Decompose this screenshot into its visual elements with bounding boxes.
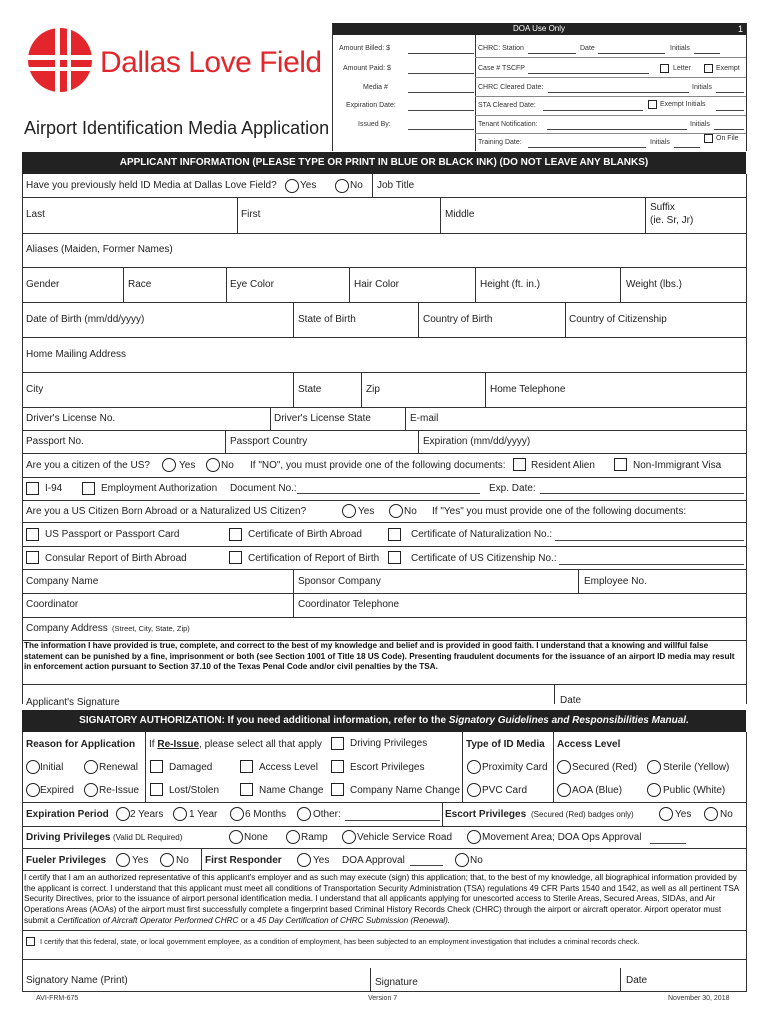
sta-cleared-label: STA Cleared Date: (478, 102, 536, 109)
home-address-label: Home Mailing Address (26, 349, 127, 360)
initial-radio[interactable] (26, 760, 40, 774)
exempt-checkbox[interactable] (704, 64, 713, 73)
sponsor-company-label: Sponsor Company (298, 576, 381, 587)
expiration-period-label: Expiration Period (26, 809, 109, 820)
access-level-option-label: Access Level (259, 762, 318, 773)
training-initials-label: Initials (650, 139, 670, 146)
signatory-date-label: Date (626, 975, 648, 986)
expired-radio[interactable] (26, 783, 40, 797)
federal-employee-statement: I certify that this federal, state, or local government employee, as a condition of employment, has been subjected to an employment investigation that includes a criminal records check. (40, 937, 640, 946)
company-name-change-checkbox[interactable] (331, 783, 344, 796)
chrc-initials-label: Initials (670, 45, 690, 52)
pvc-card-radio[interactable] (467, 783, 481, 797)
cert-report-birth-label: Certification of Report of Birth (248, 553, 380, 564)
secured-red-label: Secured (Red) (572, 762, 638, 773)
vehicle-service-road-radio[interactable] (342, 830, 356, 844)
exp-date-label: Exp. Date: (489, 483, 536, 494)
certification-or: or a (238, 915, 258, 925)
damaged-label: Damaged (169, 762, 213, 773)
access-level-label: Access Level (557, 739, 621, 750)
driving-ramp-radio[interactable] (286, 830, 300, 844)
tenant-initials-label: Initials (690, 121, 710, 128)
chrc-station-label: CHRC: Station (478, 45, 524, 52)
chrc-cleared-label: CHRC Cleared Date: (478, 84, 544, 91)
aoa-blue-label: AOA (Blue) (572, 785, 623, 796)
first-responder-yes-label: Yes (313, 855, 330, 866)
signatory-certification (24, 873, 746, 926)
passport-country-label: Passport Country (230, 436, 308, 447)
eye-color-label: Eye Color (230, 279, 274, 290)
six-months-label: 6 Months (245, 809, 287, 820)
middle-name-label: Middle (445, 209, 475, 220)
first-responder-yes-radio[interactable] (297, 853, 311, 867)
aliases-label: Aliases (Maiden, Former Names) (26, 244, 173, 255)
dl-number-label: Driver's License No. (26, 413, 116, 424)
fueler-no-label: No (176, 855, 189, 866)
movement-area-label: Movement Area; DOA Ops Approval (482, 832, 642, 843)
name-change-label: Name Change (259, 785, 324, 796)
initial-label: Initial (40, 762, 64, 773)
job-title-label: Job Title (377, 180, 415, 191)
sterile-yellow-label: Sterile (Yellow) (663, 762, 730, 773)
us-passport-label: US Passport or Passport Card (45, 529, 180, 540)
certification-form-2: 45 Day Certification of CHRC Submission (Renewal). (257, 915, 451, 925)
cert-naturalization-label: Certificate of Naturalization No.: (411, 529, 553, 540)
type-of-id-media-label: Type of ID Media (466, 739, 545, 750)
first-responder-label: First Responder (205, 855, 282, 866)
driving-none-radio[interactable] (229, 830, 243, 844)
sta-exempt-initials-label: Exempt Initials (660, 101, 706, 108)
fueler-no-radio[interactable] (160, 853, 174, 867)
weight-label: Weight (lbs.) (626, 279, 682, 290)
escort-privileges-checkbox[interactable] (331, 760, 344, 773)
cert-birth-abroad-checkbox[interactable] (229, 528, 242, 541)
form-date: November 30, 2018 (668, 995, 730, 1002)
born-abroad-question: Are you a US Citizen Born Abroad or a Naturalized US Citizen? (26, 506, 307, 517)
us-citizen-no-label: No (221, 460, 234, 471)
amount-paid-label: Amount Paid: $ (343, 65, 391, 72)
employee-no-label: Employee No. (584, 576, 647, 587)
country-of-citizenship-label: Country of Citizenship (569, 314, 667, 325)
doa-approval-label: DOA Approval (342, 855, 405, 866)
reason-for-application-label: Reason for Application (26, 739, 136, 750)
company-address-label: Company Address (26, 623, 108, 634)
reissue-label: Re-Issue (99, 785, 140, 796)
movement-area-radio[interactable] (467, 830, 481, 844)
name-change-checkbox[interactable] (240, 783, 253, 796)
proximity-card-label: Proximity Card (482, 762, 548, 773)
race-label: Race (128, 279, 152, 290)
dl-state-label: Driver's License State (274, 413, 371, 424)
on-file-label: On File (716, 135, 739, 142)
sterile-yellow-radio[interactable] (647, 760, 661, 774)
passport-number-label: Passport No. (26, 436, 84, 447)
applicant-signature-label: Applicant's Signature (26, 697, 120, 708)
logo-text: Dallas Love Field (100, 46, 322, 79)
born-abroad-no-radio[interactable] (389, 504, 403, 518)
escort-privileges-option-label: Escort Privileges (350, 762, 425, 773)
reissue-underlined: Re-Issue (157, 739, 200, 750)
born-abroad-no-label: No (404, 506, 417, 517)
i94-checkbox[interactable] (26, 482, 39, 495)
escort-no-label: No (720, 809, 733, 820)
cert-citizenship-checkbox[interactable] (388, 551, 401, 564)
driving-privileges-label: Driving Privileges (26, 832, 111, 843)
employment-auth-label: Employment Authorization (101, 483, 218, 494)
signatory-signature-label: Signature (375, 977, 418, 988)
signatory-certification-text: I certify that I am an authorized representative of this applicant's employer and as such may execute (sign) this application; that, to the best of my knowledge, all biographical information provided by the applicant is correct. I understand that this applicant must meet all conditions of Transportation Security Administration (TSA) regulations 49 CFR Parts 1540 and 1542, as well as all pertinent TSA Security Directives, prior to the issuance of airport personal identification media. I understand that all applicants applying for unescorted access to Sterile Areas, Secured Areas, SIDAs, and Air Operations Areas (AOAs) of the airport must first successfully complete a fingerprint based Criminal History Records Check (CHRC) through the airport or aircraft operator. Airport operator must submit a (24, 873, 739, 925)
sta-exempt-checkbox[interactable] (648, 100, 657, 109)
company-name-change-label: Company Name Change (350, 785, 461, 796)
if-reissue-post: , please select all that apply (199, 739, 322, 750)
chrc-date-label: Date (580, 45, 595, 52)
escort-privileges-sublabel: (Secured (Red) badges only) (531, 810, 634, 819)
us-passport-checkbox[interactable] (26, 528, 39, 541)
certification-form-1: Certification of Aircraft Operator Performed CHRC (57, 915, 239, 925)
height-label: Height (ft. in.) (480, 279, 541, 290)
cert-naturalization-checkbox[interactable] (388, 528, 401, 541)
state-label: State (298, 384, 322, 395)
signatory-bar (22, 710, 746, 732)
aoa-blue-radio[interactable] (557, 783, 571, 797)
certification-statement: The information I have provided is true, complete, and correct to the best of my knowledge and belief and is provided in good faith. I understand that a knowing and willful false statement can be punished by a fine, imprisonment or both (see Section 1001 of Title 18 US Code). Presenting fraudulent documents for the issuance of an airport ID media may result in enforcement action pursuant to Section 37.10 of the Texas Penal Code and/or civil penalties by the TSA. (24, 641, 735, 672)
coordinator-phone-label: Coordinator Telephone (298, 599, 400, 610)
driving-privileges-checkbox[interactable] (331, 737, 344, 750)
cert-report-birth-checkbox[interactable] (229, 551, 242, 564)
prev-held-no-radio[interactable] (335, 179, 349, 193)
non-immigrant-visa-checkbox[interactable] (614, 458, 627, 471)
state-of-birth-label: State of Birth (298, 314, 356, 325)
first-name-label: First (241, 209, 261, 220)
lost-stolen-checkbox[interactable] (150, 783, 163, 796)
dallas-love-field-logo-icon (27, 27, 93, 93)
training-date-label: Training Date: (478, 139, 522, 146)
damaged-checkbox[interactable] (150, 760, 163, 773)
first-responder-no-label: No (470, 855, 483, 866)
employment-auth-checkbox[interactable] (82, 482, 95, 495)
hair-color-label: Hair Color (354, 279, 400, 290)
access-level-checkbox[interactable] (240, 760, 253, 773)
us-citizen-no-radio[interactable] (206, 458, 220, 472)
us-citizen-yes-radio[interactable] (162, 458, 176, 472)
proximity-card-radio[interactable] (467, 760, 481, 774)
if-no-instruction: If "NO", you must provide one of the following documents: (250, 460, 506, 471)
consular-report-checkbox[interactable] (26, 551, 39, 564)
one-year-label: 1 Year (189, 809, 218, 820)
suffix-example: (ie. Sr, Jr) (650, 215, 694, 226)
one-year-radio[interactable] (173, 807, 187, 821)
cert-birth-abroad-label: Certificate of Birth Abroad (248, 529, 362, 540)
prev-held-yes-label: Yes (300, 180, 317, 191)
public-white-radio[interactable] (647, 783, 661, 797)
form-number: AVI-FRM-675 (36, 995, 79, 1002)
i94-label: I-94 (45, 483, 63, 494)
driving-none-label: None (244, 832, 268, 843)
country-of-birth-label: Country of Birth (423, 314, 493, 325)
renewal-radio[interactable] (84, 760, 98, 774)
amount-billed-label: Amount Billed: $ (339, 45, 390, 52)
media-number-label: Media # (363, 84, 388, 91)
resident-alien-label: Resident Alien (531, 460, 595, 471)
tenant-notification-label: Tenant Notification: (478, 121, 538, 128)
dob-label: Date of Birth (mm/dd/yyyy) (26, 314, 145, 325)
fueler-yes-label: Yes (132, 855, 149, 866)
two-years-label: 2 Years (130, 809, 164, 820)
doa-header: DOA Use Only (513, 24, 566, 33)
coordinator-label: Coordinator (26, 599, 79, 610)
page-title: Airport Identification Media Application (24, 118, 330, 138)
escort-yes-radio[interactable] (659, 807, 673, 821)
born-abroad-yes-label: Yes (358, 506, 375, 517)
if-reissue-pre: If (149, 739, 158, 750)
document-no-label: Document No.: (230, 483, 297, 494)
issued-by-label: Issued By: (358, 121, 391, 128)
expired-label: Expired (40, 785, 74, 796)
two-years-radio[interactable] (116, 807, 130, 821)
signatory-name-label: Signatory Name (Print) (26, 975, 128, 986)
if-reissue-instruction (149, 740, 322, 750)
escort-privileges-label: Escort Privileges (445, 809, 527, 820)
letter-label: Letter (673, 65, 691, 72)
letter-checkbox[interactable] (660, 64, 669, 73)
resident-alien-checkbox[interactable] (513, 458, 526, 471)
cert-citizenship-label: Certificate of US Citizenship No.: (411, 553, 557, 564)
if-yes-instruction: If "Yes" you must provide one of the following documents: (432, 506, 687, 517)
email-label: E-mail (410, 413, 439, 424)
driving-privileges-sublabel: (Valid DL Required) (113, 833, 183, 842)
prev-held-no-label: No (350, 180, 363, 191)
us-citizen-question: Are you a citizen of the US? (26, 460, 150, 471)
form-version: Version 7 (368, 995, 398, 1002)
home-phone-label: Home Telephone (490, 384, 566, 395)
lost-stolen-label: Lost/Stolen (169, 785, 220, 796)
renewal-label: Renewal (99, 762, 138, 773)
suffix-label: Suffix (650, 202, 675, 213)
chrc-cleared-initials-label: Initials (692, 84, 712, 91)
other-radio[interactable] (297, 807, 311, 821)
other-label: Other: (313, 809, 341, 820)
prev-held-yes-radio[interactable] (285, 179, 299, 193)
city-label: City (26, 384, 44, 395)
born-abroad-yes-radio[interactable] (342, 504, 356, 518)
applicant-date-label: Date (560, 695, 582, 706)
public-white-label: Public (White) (663, 785, 726, 796)
escort-no-radio[interactable] (704, 807, 718, 821)
applicant-info-bar: APPLICANT INFORMATION (PLEASE TYPE OR PRINT IN BLUE OR BLACK INK) (DO NOT LEAVE ANY BLANKS) (22, 152, 746, 174)
case-tscfp-label: Case # TSCFP (478, 65, 525, 72)
secured-red-radio[interactable] (557, 760, 571, 774)
escort-yes-label: Yes (675, 809, 692, 820)
company-name-label: Company Name (26, 576, 99, 587)
six-months-radio[interactable] (230, 807, 244, 821)
driving-privileges-option-label: Driving Privileges (350, 738, 428, 749)
doa-expiration-label: Expiration Date: (346, 102, 396, 109)
last-name-label: Last (26, 209, 45, 220)
gender-label: Gender (26, 279, 60, 290)
passport-expiration-label: Expiration (mm/dd/yyyy) (423, 436, 531, 447)
first-responder-no-radio[interactable] (455, 853, 469, 867)
pvc-card-label: PVC Card (482, 785, 528, 796)
vehicle-service-road-label: Vehicle Service Road (357, 832, 453, 843)
company-address-sublabel: (Street, City, State, Zip) (112, 624, 190, 633)
consular-report-label: Consular Report of Birth Abroad (45, 553, 187, 564)
us-citizen-yes-label: Yes (179, 460, 196, 471)
signatory-bar-manual: Signatory Guidelines and Responsibilities Manual. (448, 715, 689, 726)
reissue-radio[interactable] (84, 783, 98, 797)
driving-ramp-label: Ramp (301, 832, 328, 843)
federal-employee-checkbox[interactable] (26, 937, 35, 946)
non-immigrant-visa-label: Non-Immigrant Visa (633, 460, 722, 471)
on-file-checkbox[interactable] (704, 134, 713, 143)
prev-held-question: Have you previously held ID Media at Dallas Love Field? (26, 180, 277, 191)
signatory-bar-text: SIGNATORY AUTHORIZATION: If you need additional information, refer to the (79, 715, 449, 726)
exempt-label: Exempt (716, 65, 740, 72)
zip-label: Zip (366, 384, 380, 395)
page-number: 1 (738, 24, 744, 34)
fueler-yes-radio[interactable] (116, 853, 130, 867)
fueler-privileges-label: Fueler Privileges (26, 855, 107, 866)
